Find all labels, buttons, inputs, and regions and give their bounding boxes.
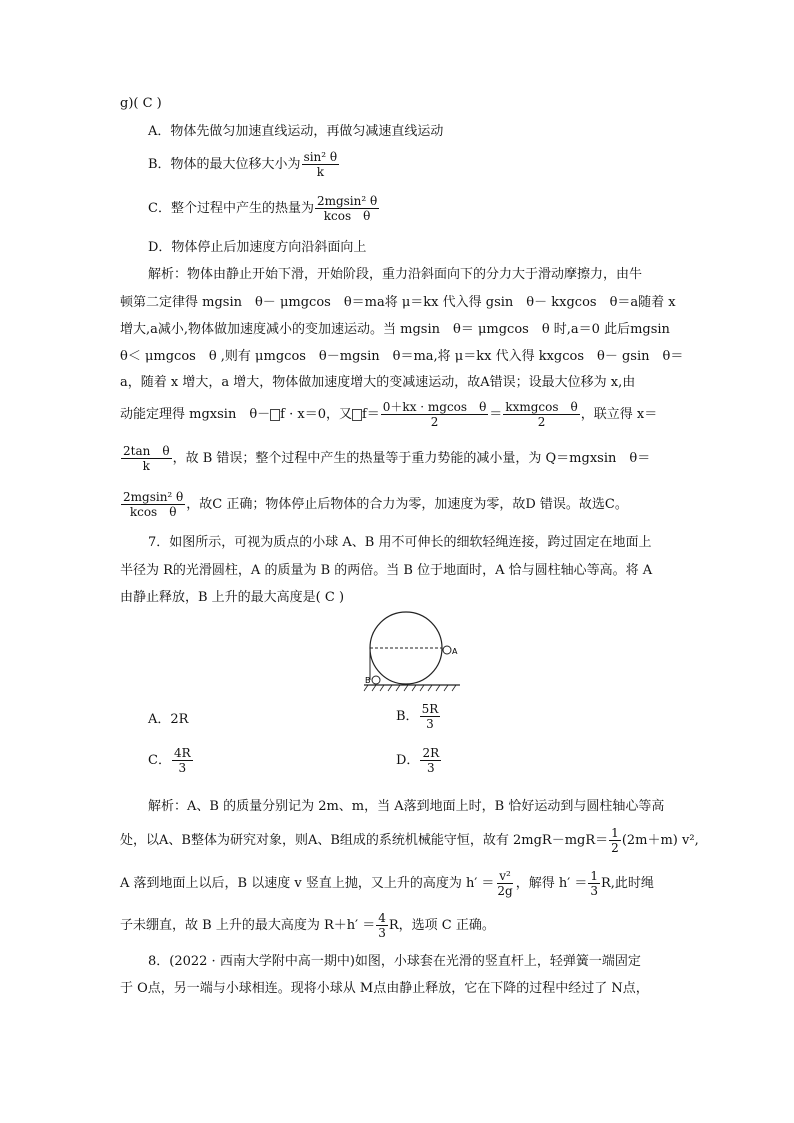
label-b: B xyxy=(365,676,371,685)
q6-option-d: D．物体停止后加速度方向沿斜面向上 xyxy=(148,240,367,255)
q6-solution-line: a，随着 x 增大，a 增大，物体做加速度增大的变减速运动，故A错误；设最大位移为 x,由 xyxy=(120,375,636,390)
q6-solution-line: $\frac{\text{2tan θ}}{k}$ ，故 B 错误；整个过程中产生的热量等于重力势能的减小量，为 Q＝mgxsin θ＝ xyxy=(123,444,651,473)
q7-stem-line: 半径为 R的光滑圆柱，A 的质量为 B 的两倍。当 B 位于地面时，A 恰与圆柱轴心等高。将 A xyxy=(120,563,653,578)
fraction: $\frac{\text{2tan θ}}{k}$ xyxy=(123,444,170,473)
cylinder-figure xyxy=(360,606,470,694)
placeholder-box-icon xyxy=(270,409,280,421)
fraction: $\frac{\text{2mgsin² θ}}{\text{kcos θ}}$ xyxy=(316,194,378,223)
q7-solution-line: 解析：A、B 的质量分别记为 2m、m，当 A落到地面上时，B 恰好运动到与圆柱轴心等高 xyxy=(148,799,665,814)
q6-option-a: A．物体先做匀加速直线运动，再做匀减速直线运动 xyxy=(148,124,444,139)
fraction: $\frac{1}{2}$ xyxy=(611,826,619,855)
q7-stem-line: 7．如图所示，可视为质点的小球 A、B 用不可伸长的细软轻绳连接，跨过固定在地面上 xyxy=(148,535,652,550)
fraction: $\frac{\text{v²}}{2g}$ xyxy=(497,869,513,898)
q8-stem-line: 于 O点，另一端与小球相连。现将小球从 M点由静止释放，它在下降的过程中经过了 N点， xyxy=(120,981,649,996)
fraction: $\frac{5R}{3}$ xyxy=(421,702,439,731)
label-a: A xyxy=(452,647,458,656)
fraction: $\frac{\text{0＋kx · mgcos θ}}{2}$ xyxy=(382,400,487,429)
ground-hatch xyxy=(364,685,456,691)
ball-b xyxy=(372,676,380,684)
fraction: $\frac{2R}{3}$ xyxy=(422,746,440,775)
q7-option-d: D． $\frac{2R}{3}$ xyxy=(396,746,440,775)
q6-solution-line: 增大,a减小,物体做加速度减小的变加速运动。当 mgsin θ＝ μmgcos θ 时,a＝0 此后mgsin xyxy=(120,322,670,337)
q6-tail: g)( C ) xyxy=(120,96,162,111)
q6-option-b: B．物体的最大位移大小为 $\frac{\text{sin² θ}}{k}$ xyxy=(148,150,338,179)
fraction: $\frac{4R}{3}$ xyxy=(173,746,191,775)
q6-solution-line: θ＜ μmgcos θ ,则有 μmgcos θ－mgsin θ＝ma,将 μ＝kx 代入得 kxgcos θ－ gsin θ＝ xyxy=(120,349,684,364)
fraction: $\frac{1}{3}$ xyxy=(590,869,598,898)
q6-solution-line: 顿第二定律得 mgsin θ－ μmgcos θ＝ma将 μ＝kx 代入得 gsin θ－ kxgcos θ＝a随着 x xyxy=(120,295,676,310)
q7-option-a: A．2R xyxy=(148,712,189,727)
fraction: $\frac{4}{3}$ xyxy=(378,911,386,940)
q7-solution-line: 处，以A、B整体为研究对象，则A、B组成的系统机械能守恒，故有 2mgR－mgR＝ $\frac{1}{2}$ (2m＋m) v², xyxy=(120,826,699,855)
fraction: $\frac{\text{2mgsin² θ}}{\text{kcos θ}}$ xyxy=(123,490,184,519)
q6-solution-line: $\frac{\text{2mgsin² θ}}{\text{kcos θ}}$ ，故C 正确；物体停止后物体的合力为零，加速度为零，故D 错误。故选C。 xyxy=(123,490,628,519)
q6-option-c: C．整个过程中产生的热量为 $\frac{\text{2mgsin² θ}}{\text{kcos θ}}$ xyxy=(148,194,378,223)
placeholder-box-icon xyxy=(352,409,362,421)
q7-solution-line: A 落到地面上以后，B 以速度 v 竖直上抛，又上升的高度为 h′ ＝ $\frac{\text{v²}}{2g}$ ，解得 h′ ＝ $\frac{1}{3}$ R,此时绳 xyxy=(120,869,654,898)
q7-solution-line: 子未绷直，故 B 上升的最大高度为 R＋h′ ＝ $\frac{4}{3}$ R，选项 C 正确。 xyxy=(120,911,495,940)
fraction: $\frac{\text{sin² θ}}{k}$ xyxy=(303,150,338,179)
rope-top xyxy=(406,612,444,642)
fraction: $\frac{\text{kxmgcos θ}}{2}$ xyxy=(505,400,578,429)
ball-a xyxy=(443,646,451,654)
q6-solution-line: 动能定理得 mgxsin θ－ f · x＝0，又 f＝ $\frac{\text{0＋kx · mgcos θ}}{2}$ ＝ $\frac{\text{kxmgcos θ}}{2}$ ，联立得 x＝ xyxy=(120,400,658,429)
q6-solution-line: 解析：物体由静止开始下滑，开始阶段，重力沿斜面向下的分力大于滑动摩擦力，由牛 xyxy=(148,267,643,282)
q7-stem-line: 由静止释放，B 上升的最大高度是( C ) xyxy=(120,590,345,605)
q7-option-b: B． $\frac{5R}{3}$ xyxy=(396,702,439,731)
q8-stem-line: 8．(2022 · 西南大学附中高一期中)如图，小球套在光滑的竖直杆上，轻弹簧一端固定 xyxy=(148,954,641,969)
q7-option-c: C． $\frac{4R}{3}$ xyxy=(148,746,191,775)
